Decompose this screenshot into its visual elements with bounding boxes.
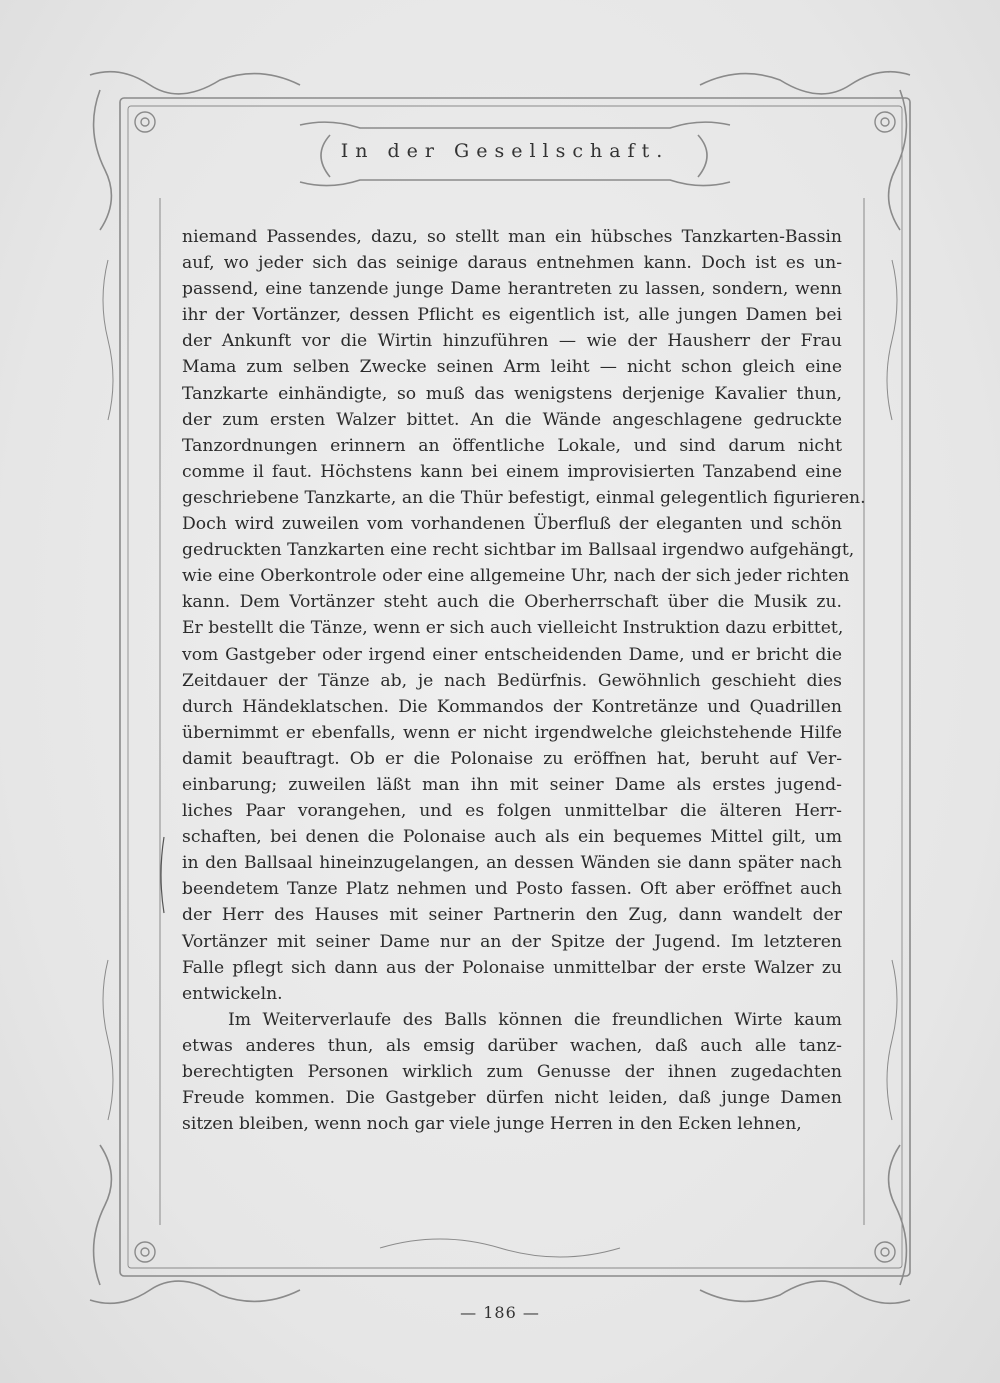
text-line: der Herr des Hauses mit seiner Partnerin den Zug, dann wandelt der [182,905,842,926]
text-line: kann. Dem Vortänzer steht auch die Oberherrschaft über die Musik zu. [182,592,842,613]
text-line: geschriebene Tanzkarte, an die Thür befestigt, einmal gelegentlich figurieren. [182,487,866,508]
text-line: liches Paar vorangehen, und es folgen unmittelbar die älteren Herr- [182,801,842,822]
text-line: wie eine Oberkontrole oder eine allgemeine Uhr, nach der sich jeder richten [182,566,850,587]
text-line: Im Weiterverlaufe des Balls können die freundlichen Wirte kaum [228,1009,842,1030]
running-title: In der Gesellschaft. [340,140,670,162]
text-line: Er bestellt die Tänze, wenn er sich auch vielleicht Instruktion dazu erbittet, [182,618,844,639]
text-line: der Ankunft vor die Wirtin hinzuführen — wie der Hausherr der Frau [182,331,842,352]
page-number: — 186 — [460,1303,540,1322]
text-line: Mama zum selben Zwecke seinen Arm leiht — nicht schon gleich eine [182,357,842,378]
text-line: Doch wird zuweilen vom vorhandenen Überfluß der eleganten und schön [182,514,842,535]
margin-pencil-mark [158,835,168,915]
text-line: passend, eine tanzende junge Dame herantreten zu lassen, sondern, wenn [182,279,842,300]
text-line: Tanzordnungen erinnern an öffentliche Lokale, und sind darum nicht [182,435,842,456]
text-line: auf, wo jeder sich das seinige daraus entnehmen kann. Doch ist es un- [182,253,842,274]
text-line: gedruckten Tanzkarten eine recht sichtbar im Ballsaal irgendwo aufgehängt, [182,540,855,561]
text-line: berechtigten Personen wirklich zum Genusse der ihnen zugedachten [182,1062,842,1082]
text-line: etwas anderes thun, als emsig darüber wachen, daß auch alle tanz- [182,1035,842,1056]
text-line: comme il faut. Höchstens kann bei einem improvisierten Tanzabend eine [182,461,842,482]
text-line: niemand Passendes, dazu, so stellt man ein hübsches Tanzkarten-Bassin [182,227,842,247]
text-line: damit beauftragt. Ob er die Polonaise zu eröffnen hat, beruht auf Ver- [182,748,842,769]
text-line: übernimmt er ebenfalls, wenn er nicht irgendwelche gleichstehende Hilfe [182,722,842,743]
text-line: einbarung; zuweilen läßt man ihn mit seiner Dame als erstes jugend- [182,774,842,795]
text-line: beendetem Tanze Platz nehmen und Posto fassen. Oft aber eröffnet auch [182,879,842,900]
text-line: der zum ersten Walzer bittet. An die Wände angeschlagene gedruckte [182,409,842,430]
text-line: entwickeln. [182,983,283,1004]
text-line: schaften, bei denen die Polonaise auch als ein bequemes Mittel gilt, um [182,827,842,848]
page-body-text [182,224,866,1137]
text-line: Zeitdauer der Tänze ab, je nach Bedürfnis. Gewöhnlich geschieht dies [182,670,842,691]
text-line: Falle pflegt sich dann aus der Polonaise unmittelbar der erste Walzer zu [182,957,842,978]
text-line: sitzen bleiben, wenn noch gar viele junge Herren in den Ecken lehnen, [182,1114,802,1135]
text-line: Tanzkarte einhändigte, so muß das wenigstens derjenige Kavalier thun, [182,383,842,404]
text-line: vom Gastgeber oder irgend einer entscheidenden Dame, und er bricht die [182,644,842,665]
text-line: in den Ballsaal hineinzugelangen, an dessen Wänden sie dann später nach [182,853,842,874]
text-line: ihr der Vortänzer, dessen Pflicht es eigentlich ist, alle jungen Damen bei [182,305,842,326]
text-line: Vortänzer mit seiner Dame nur an der Spitze der Jugend. Im letzteren [182,931,842,952]
text-line: Freude kommen. Die Gastgeber dürfen nicht leiden, daß junge Damen [182,1088,842,1109]
text-line: durch Händeklatschen. Die Kommandos der Kontretänze und Quadrillen [182,696,842,717]
